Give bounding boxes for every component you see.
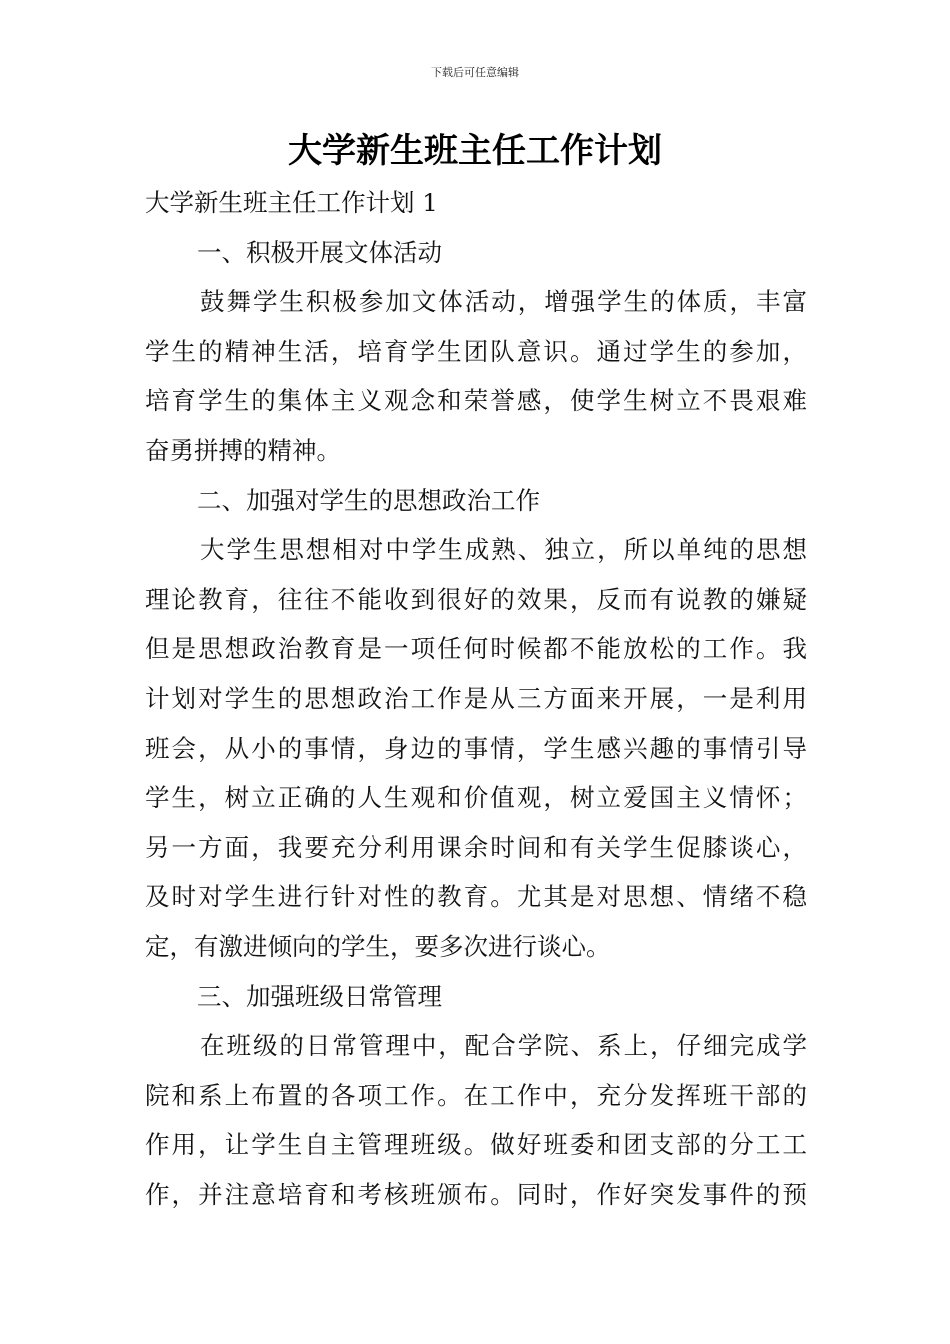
paragraph-line: 作用，让学生自主管理班级。做好班委和团支部的分工工 (145, 1130, 807, 1160)
paragraph-line: 但是思想政治教育是一项任何时候都不能放松的工作。我 (145, 634, 807, 664)
paragraph-line: 大学生思想相对中学生成熟、独立，所以单纯的思想 (200, 535, 807, 565)
paragraph-line: 在班级的日常管理中，配合学院、系上，仔细完成学 (200, 1031, 807, 1061)
document-body (145, 178, 807, 1219)
paragraph-line: 鼓舞学生积极参加文体活动，增强学生的体质，丰富 (200, 287, 807, 317)
paragraph-line: 另一方面，我要充分利用课余时间和有关学生促膝谈心， (145, 832, 807, 862)
paragraph-line: 学生的精神生活，培育学生团队意识。通过学生的参加， (145, 336, 807, 366)
paragraph-line: 理论教育，往往不能收到很好的效果，反而有说教的嫌疑 (145, 584, 807, 614)
paragraph-line: 学生，树立正确的人生观和价值观，树立爱国主义情怀； (145, 783, 807, 813)
paragraph-line: 培育学生的集体主义观念和荣誉感，使学生树立不畏艰难 (145, 386, 807, 416)
paragraph-line: 班会，从小的事情，身边的事情，学生感兴趣的事情引导 (145, 733, 807, 763)
section-heading-1: 一、积极开展文体活动 (197, 237, 442, 267)
paragraph-line: 院和系上布置的各项工作。在工作中，充分发挥班干部的 (145, 1080, 807, 1110)
paragraph-line: 定，有激进倾向的学生，要多次进行谈心。 (145, 931, 611, 961)
section-heading-3: 三、加强班级日常管理 (197, 981, 442, 1011)
paragraph-line: 奋勇拼搏的精神。 (145, 435, 341, 465)
section-heading-2: 二、加强对学生的思想政治工作 (197, 485, 540, 515)
paragraph-line: 及时对学生进行针对性的教育。尤其是对思想、情绪不稳 (145, 882, 807, 912)
plan-subtitle: 大学新生班主任工作计划 1 (145, 188, 438, 217)
document-title: 大学新生班主任工作计划 (288, 131, 662, 171)
paragraph-line: 计划对学生的思想政治工作是从三方面来开展，一是利用 (145, 683, 807, 713)
paragraph-line: 作，并注意培育和考核班颁布。同时，作好突发事件的预 (145, 1179, 807, 1209)
header-note: 下载后可任意编辑 (431, 66, 519, 79)
